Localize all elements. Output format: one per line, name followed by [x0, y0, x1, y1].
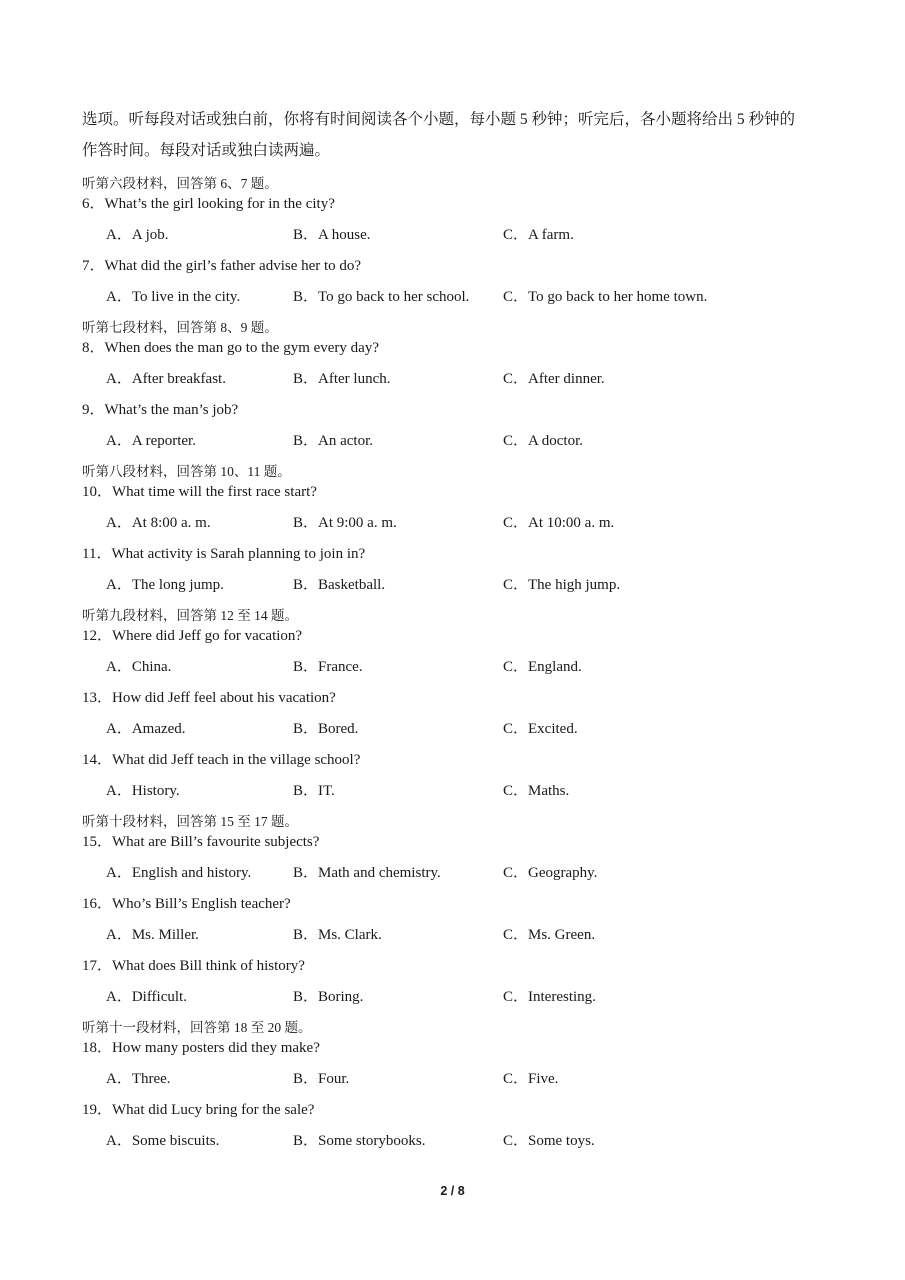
answer-option-b: B．After lunch.: [293, 371, 391, 387]
answer-option-c: C．The high jump.: [503, 577, 621, 593]
section-heading: 听第十一段材料，回答第 18 至 20 题。: [82, 1020, 312, 1035]
question-text: 19．What did Lucy bring for the sale?: [82, 1102, 315, 1118]
answer-option-c: C．Some toys.: [503, 1133, 595, 1149]
answer-option-b: B．Math and chemistry.: [293, 865, 441, 881]
answer-option-b: B．At 9:00 a. m.: [293, 515, 397, 531]
answer-option-c: C．At 10:00 a. m.: [503, 515, 615, 531]
answer-option-c: C．A doctor.: [503, 433, 584, 449]
answer-option-a: A．At 8:00 a. m.: [106, 515, 211, 531]
answer-option-b: B．Ms. Clark.: [293, 927, 382, 943]
answer-option-b: B．IT.: [293, 783, 335, 799]
answer-option-c: C．Excited.: [503, 721, 578, 737]
answer-option-c: C．Maths.: [503, 783, 570, 799]
question-text: 14．What did Jeff teach in the village school?: [82, 752, 361, 768]
question-text: 11．What activity is Sarah planning to join in?: [82, 546, 366, 562]
section-heading: 听第七段材料，回答第 8、9 题。: [82, 320, 278, 335]
question-text: 15．What are Bill’s favourite subjects?: [82, 834, 320, 850]
question-text: 10．What time will the first race start?: [82, 484, 317, 500]
answer-option-a: A．Difficult.: [106, 989, 187, 1005]
page-number: 2 / 8: [440, 1184, 465, 1198]
answer-option-b: B．France.: [293, 659, 363, 675]
question-text: 12．Where did Jeff go for vacation?: [82, 628, 303, 644]
answer-option-a: A．Three.: [106, 1071, 171, 1087]
question-text: 8．When does the man go to the gym every day?: [82, 340, 379, 356]
section-heading: 听第八段材料，回答第 10、11 题。: [82, 464, 291, 479]
answer-option-a: A．After breakfast.: [106, 371, 226, 387]
answer-option-b: B．Four.: [293, 1071, 350, 1087]
answer-option-a: A．Amazed.: [106, 721, 186, 737]
question-text: 13．How did Jeff feel about his vacation?: [82, 690, 336, 706]
answer-option-a: A．History.: [106, 783, 180, 799]
instructions-line-1: 选项。听每段对话或独白前，你将有时间阅读各个小题，每小题 5 秒钟；听完后，各小题将给出 5 秒钟的: [82, 111, 796, 128]
answer-option-c: C．After dinner.: [503, 371, 605, 387]
answer-option-b: B．Boring.: [293, 989, 364, 1005]
answer-option-c: C．Geography.: [503, 865, 598, 881]
answer-option-b: B．Basketball.: [293, 577, 386, 593]
answer-option-b: B．A house.: [293, 227, 371, 243]
section-heading: 听第九段材料，回答第 12 至 14 题。: [82, 608, 298, 623]
answer-option-a: A．A job.: [106, 227, 169, 243]
instructions-paragraph: [82, 104, 842, 166]
answer-option-b: B．To go back to her school.: [293, 289, 470, 305]
answer-option-c: C．England.: [503, 659, 582, 675]
question-text: 6．What’s the girl looking for in the city?: [82, 196, 335, 212]
section-heading: 听第六段材料，回答第 6、7 题。: [82, 176, 278, 191]
answer-option-a: A．Ms. Miller.: [106, 927, 199, 943]
answer-option-b: B．An actor.: [293, 433, 373, 449]
answer-option-a: A．China.: [106, 659, 172, 675]
answer-option-c: C．Interesting.: [503, 989, 596, 1005]
answer-option-c: C．To go back to her home town.: [503, 289, 708, 305]
section-heading: 听第十段材料，回答第 15 至 17 题。: [82, 814, 298, 829]
answer-option-c: C．A farm.: [503, 227, 574, 243]
answer-option-a: A．English and history.: [106, 865, 252, 881]
answer-option-b: B．Bored.: [293, 721, 359, 737]
answer-option-a: A．A reporter.: [106, 433, 196, 449]
answer-option-c: C．Ms. Green.: [503, 927, 596, 943]
question-text: 16．Who’s Bill’s English teacher?: [82, 896, 291, 912]
answer-option-c: C．Five.: [503, 1071, 559, 1087]
answer-option-a: A．To live in the city.: [106, 289, 241, 305]
question-text: 17．What does Bill think of history?: [82, 958, 305, 974]
answer-option-a: A．The long jump.: [106, 577, 224, 593]
instructions-line-2: 作答时间。每段对话或独白读两遍。: [82, 142, 331, 159]
question-text: 9．What’s the man’s job?: [82, 402, 239, 418]
question-text: 7．What did the girl’s father advise her to do?: [82, 258, 362, 274]
answer-option-b: B．Some storybooks.: [293, 1133, 426, 1149]
question-text: 18．How many posters did they make?: [82, 1040, 320, 1056]
answer-option-a: A．Some biscuits.: [106, 1133, 220, 1149]
